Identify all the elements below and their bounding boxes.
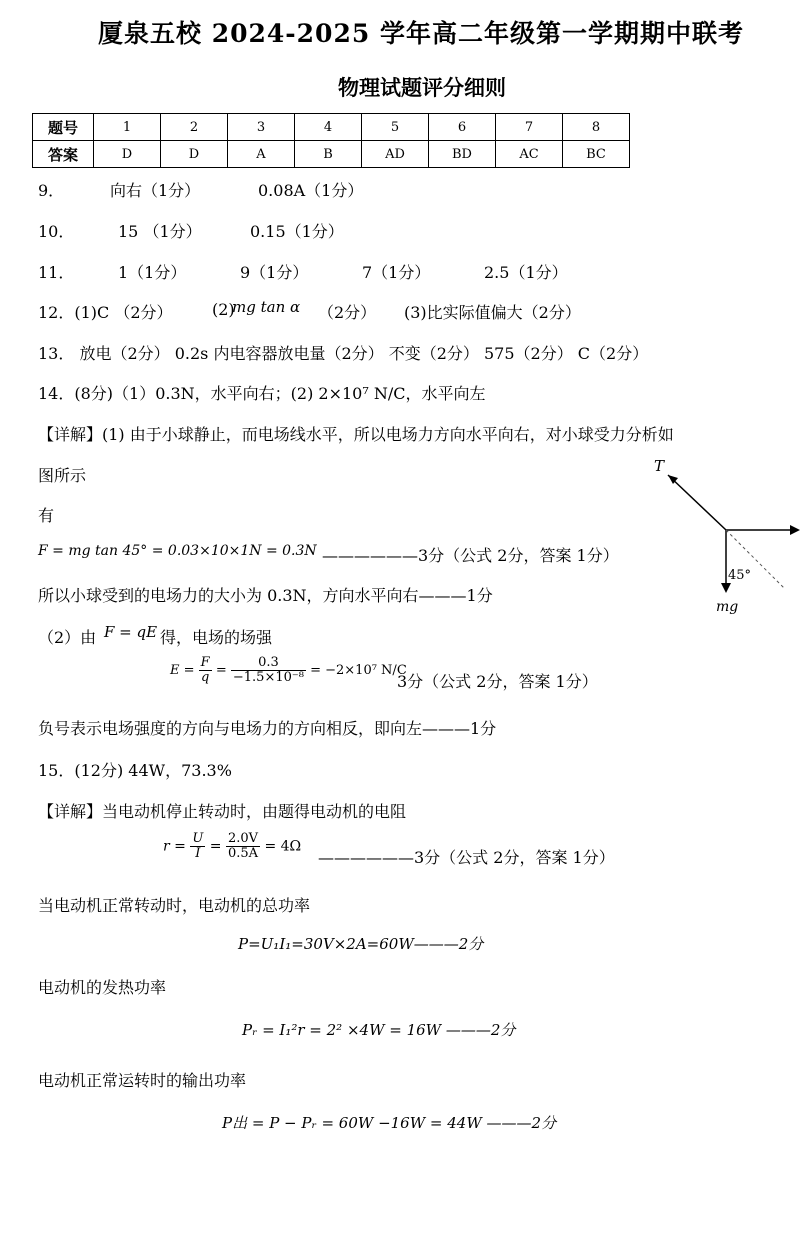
arrow-head-icon — [721, 583, 731, 593]
q14-part2-prefix: （2）由 — [38, 628, 97, 647]
q9-answer-2: 0.08A（1分） — [258, 181, 364, 200]
q12-answer-2-prefix: (2) — [212, 300, 235, 319]
q15-formula-4: P出 = P − Pᵣ = 60W −16W = 44W ———2分 — [222, 1114, 557, 1132]
q15-text-4: 电动机正常运转时的输出功率 — [38, 1071, 247, 1090]
q14-formula-1: F = mg tan 45° = 0.03×10×1N = 0.3N — [38, 543, 317, 559]
q14-e-f-den: q — [201, 670, 210, 685]
table-cell: 7 — [496, 114, 563, 141]
table-cell: AC — [496, 141, 563, 168]
q14-head: 14．(8分)（1）0.3N，水平向右；(2) 2×10⁷ N/C，水平向左 — [38, 384, 486, 403]
table-row — [33, 141, 630, 168]
q14-score-1: ——————3分（公式 2分，答案 1分） — [322, 546, 619, 565]
table-cell: 3 — [228, 114, 295, 141]
q9-number: 9． — [38, 181, 65, 200]
label-mg: mg — [716, 599, 739, 615]
q11-answer-3: 7（1分） — [362, 263, 431, 282]
q11-answer-2: 9（1分） — [240, 263, 309, 282]
q14-e-fraction-1 — [199, 656, 212, 685]
q15-text-2: 当电动机正常转动时，电动机的总功率 — [38, 896, 311, 915]
q10-number: 10． — [38, 222, 75, 241]
table-header-cell: 题号 — [33, 114, 94, 141]
label-T: T — [654, 457, 665, 475]
q14-e-num: 0.3 — [231, 656, 306, 671]
q14-you: 有 — [38, 506, 55, 525]
q15-r-num-2: 2.0V — [227, 831, 258, 846]
q11-answer-1: 1（1分） — [118, 263, 187, 282]
q14-e-f-num: F — [200, 655, 210, 670]
q14-conclusion-2: 负号表示电场强度的方向与电场力的方向相反，即向左———1分 — [38, 719, 497, 738]
q14-part2-expr: F = qE — [104, 623, 158, 641]
q14-e-lhs: E = — [170, 663, 195, 678]
tension-vector — [668, 475, 726, 530]
q14-e-fraction-2 — [231, 656, 306, 685]
table-cell: BC — [563, 141, 630, 168]
q14-score-2: 3分（公式 2分，答案 1分） — [397, 672, 598, 691]
q14-e-rhs: = −2×10⁷ N/C — [310, 663, 407, 678]
q9-answer-1: 向右（1分） — [110, 181, 201, 200]
q14-conclusion-1: 所以小球受到的电场力的大小为 0.3N，方向水平向右———1分 — [38, 586, 493, 605]
q14-part2-suffix: 得，电场的场强 — [160, 628, 273, 647]
q15-formula-2: P=U₁I₁=30V×2A=60W———2分 — [238, 935, 484, 953]
q12-answer-2-expr: mg tan α — [232, 298, 301, 316]
q15-r-fraction-1 — [190, 832, 205, 861]
table-cell: B — [295, 141, 362, 168]
q15-r-den-1: I — [195, 846, 201, 861]
q11-answer-4: 2.5（1分） — [484, 263, 568, 282]
table-cell: 6 — [429, 114, 496, 141]
table-cell: BD — [429, 141, 496, 168]
q14-detail-2: 图所示 — [38, 466, 87, 485]
q15-r-fraction-2 — [226, 832, 260, 861]
table-cell: 8 — [563, 114, 630, 141]
table-cell: D — [161, 141, 228, 168]
table-cell: 1 — [94, 114, 161, 141]
table-cell: A — [228, 141, 295, 168]
table-cell: 5 — [362, 114, 429, 141]
q11-number: 11． — [38, 263, 75, 282]
q14-e-formula — [170, 656, 407, 685]
q15-text-3: 电动机的发热功率 — [38, 978, 167, 997]
q15-score-1: ——————3分（公式 2分，答案 1分） — [318, 848, 615, 867]
q15-head: 15．(12分) 44W，73.3% — [38, 761, 232, 780]
force-diagram — [640, 455, 800, 625]
label-angle: 45° — [728, 568, 752, 583]
table-cell: D — [94, 141, 161, 168]
table-cell: AD — [362, 141, 429, 168]
q15-formula-3: Pᵣ = I₁²r = 2² ×4W = 16W ———2分 — [242, 1021, 516, 1039]
page-subtitle: 物理试题评分细则 — [338, 75, 506, 100]
q14-e-den: −1.5×10⁻⁸ — [232, 670, 304, 685]
q12-answer-2-score: （2分） — [318, 303, 377, 322]
q14-detail-1: 【详解】(1) 由于小球静止，而电场线水平，所以电场力方向水平向右，对小球受力分析如 — [38, 425, 674, 444]
q15-eq: = — [209, 838, 222, 855]
table-header-cell: 答案 — [33, 141, 94, 168]
q13-answers: 13． 放电（2分） 0.2s 内电容器放电量（2分） 不变（2分） 575（2分） C（2分） — [38, 344, 649, 363]
q15-detail-1: 【详解】当电动机停止转动时，由题得电动机的电阻 — [38, 802, 407, 821]
q12-answer-1: 12．(1)C （2分） — [38, 303, 173, 322]
q15-r-formula — [163, 832, 301, 861]
q10-answer-1: 15 （1分） — [118, 222, 202, 241]
answer-table — [32, 113, 630, 168]
q15-r-lhs: r = — [163, 838, 186, 855]
q10-answer-2: 0.15（1分） — [250, 222, 344, 241]
q15-r-rhs: = 4Ω — [264, 838, 302, 855]
table-row — [33, 114, 630, 141]
arrow-head-icon — [790, 525, 800, 535]
page-title: 厦泉五校 2024-2025 学年高二年级第一学期期中联考 — [98, 19, 744, 48]
q14-e-eq: = — [215, 663, 227, 678]
q15-r-num-1: U — [192, 831, 204, 846]
table-cell: 4 — [295, 114, 362, 141]
q12-answer-3: (3)比实际值偏大（2分） — [404, 303, 581, 322]
q15-r-den-2: 0.5A — [227, 846, 258, 861]
table-cell: 2 — [161, 114, 228, 141]
